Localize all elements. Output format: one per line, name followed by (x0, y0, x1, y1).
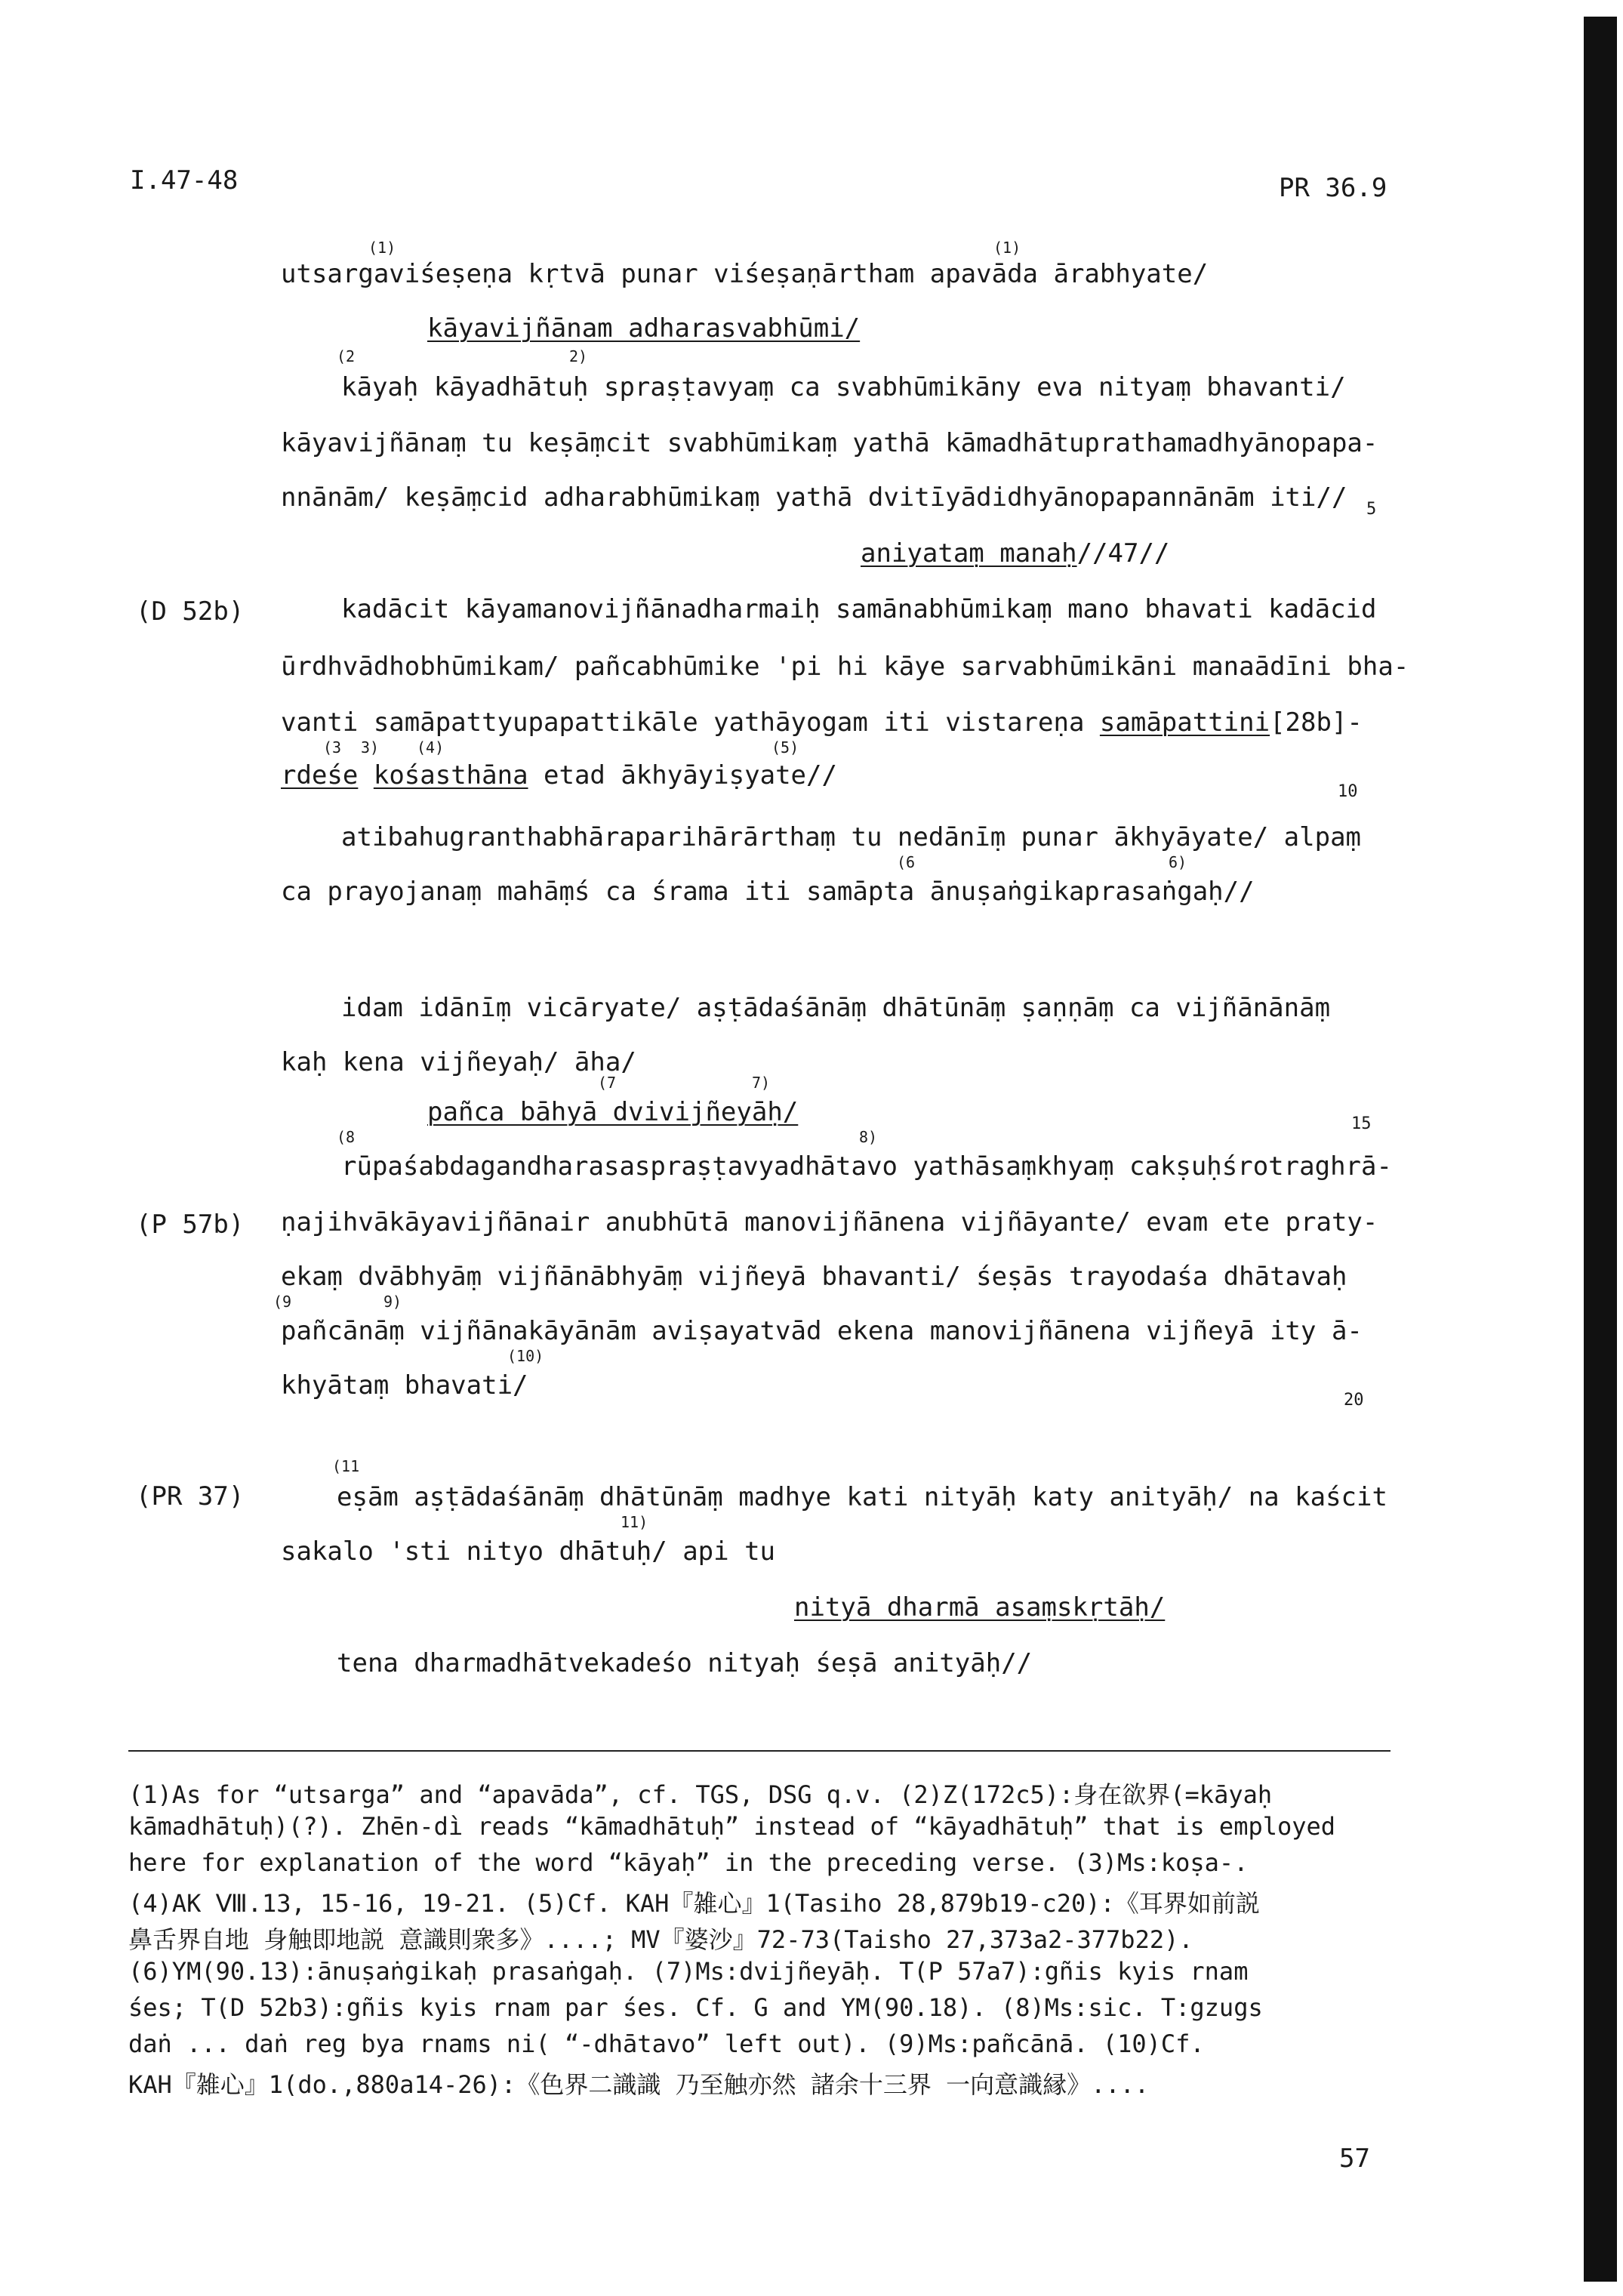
verse-47b (861, 538, 1170, 569)
footnote-line: daṅ ... daṅ reg bya rnams ni( “-dhātavo” left out). (9)Ms:pañcānā. (10)Cf. (128, 2029, 1205, 2058)
note-mark: (1) (993, 239, 1021, 257)
note-mark: 6) (1169, 853, 1187, 871)
text-line: tena dharmadhātvekadeśo nityaḥ śeṣā anityāḥ// (337, 1648, 1033, 1678)
text-line: rūpaśabdagandharasaspraṣṭavyadhātavo yathāsaṃkhyaṃ cakṣuḥśrotraghrā- (341, 1151, 1392, 1182)
scan-edge-bar (1584, 17, 1617, 2282)
text-line: eṣām aṣṭādaśānāṃ dhātūnāṃ madhye kati nityāḥ katy anityāḥ/ na kaścit (337, 1482, 1387, 1512)
text-line: khyātaṃ bhavati/ (281, 1370, 528, 1401)
note-mark: (6 (897, 853, 916, 871)
text-line: sakalo 'sti nityo dhātuḥ/ api tu (281, 1536, 776, 1567)
note-mark: (10) (507, 1347, 544, 1365)
note-mark: 2) (569, 347, 588, 365)
footnote-line: (1)As for “utsarga” and “apavāda”, cf. TGS, DSG q.v. (2)Z(172c5):身在欲界(=kāyaḥ (128, 1780, 1273, 1809)
line-number: 20 (1344, 1391, 1364, 1410)
text-segment: vanti samāpattyupapattikāle yathāyogam iti vistareṇa (281, 707, 1100, 738)
note-mark: 7) (752, 1074, 771, 1092)
text-line: kaḥ kena vijñeyaḥ/ āha/ (281, 1047, 636, 1077)
note-mark: 8) (859, 1128, 878, 1146)
header-right: PR 36.9 (1279, 173, 1387, 203)
note-mark: 3) (361, 738, 380, 757)
text-line: kadācit kāyamanovijñānadharmaiḥ samānabhūmikaṃ mano bhavati kadācid (341, 594, 1377, 624)
text-line: idam idānīṃ vicāryate/ aṣṭādaśānāṃ dhātūnāṃ ṣaṇṇāṃ ca vijñānānāṃ (341, 993, 1331, 1023)
text-segment: etad ākhyāyiṣyate// (528, 760, 837, 791)
verse-47a: kāyavijñānam adharasvabhūmi/ (427, 313, 861, 344)
footnote-line: here for explanation of the word “kāyaḥ” in the preceding verse. (3)Ms:koṣa-. (128, 1848, 1249, 1877)
verse-47b-text: aniyataṃ manaḥ (861, 538, 1077, 569)
note-mark: (9 (273, 1293, 292, 1311)
text-line: ūrdhvādhobhūmikam/ pañcabhūmike 'pi hi kāye sarvabhūmikāni manaādīni bha- (281, 652, 1409, 682)
verse-48b: nityā dharmā asaṃskṛtāḥ/ (794, 1592, 1166, 1623)
cross-reference: kośasthāna (373, 760, 528, 791)
text-line: pañcānāṃ vijñānakāyānām aviṣayatvād ekena manovijñānena vijñeyā ity ā- (281, 1316, 1363, 1346)
text-line: kāyavijñānaṃ tu keṣāṃcit svabhūmikaṃ yathā kāmadhātuprathamadhyānopapa- (281, 428, 1378, 458)
header-left: I.47-48 (130, 165, 239, 196)
text-line: ekaṃ dvābhyāṃ vijñānābhyāṃ vijñeyā bhavanti/ śeṣās trayodaśa dhātavaḥ (281, 1262, 1347, 1292)
footnote-line: (6)YM(90.13):ānuṣaṅgikaḥ prasaṅgaḥ. (7)Ms:dvijñeyāḥ. T(P 57a7):gñis kyis rnam (128, 1957, 1249, 1986)
note-mark: (3 (323, 738, 342, 757)
line-number: 10 (1338, 782, 1358, 801)
text-line: kāyaḥ kāyadhātuḥ spraṣṭavyaṃ ca svabhūmikāny eva nityaṃ bhavanti/ (341, 372, 1346, 402)
note-mark: (4) (417, 738, 445, 757)
footnote-rule (128, 1750, 1390, 1752)
text-line: atibahugranthabhāraparihārārthaṃ tu nedānīṃ punar ākhyāyate/ alpaṃ (341, 822, 1362, 852)
footnote-line: (4)AK Ⅷ.13, 15-16, 19-21. (5)Cf. KAH『雑心』1(Tasiho 28,879b19-c20):《耳界如前説 (128, 1889, 1260, 1918)
folio-mark: [28b]- (1270, 707, 1363, 738)
text-line (281, 760, 837, 791)
note-mark: (7 (598, 1074, 617, 1092)
cross-reference: samāpattini (1099, 707, 1270, 738)
text-line: nnānām/ keṣāṃcid adharabhūmikaṃ yathā dvitīyādidhyānopapannānām iti// (281, 482, 1347, 513)
footnote-line: śes; T(D 52b3):gñis kyis rnam par śes. Cf. G and YM(90.18). (8)Ms:sic. T:gzugs (128, 1993, 1263, 2022)
page-number: 57 (1339, 2143, 1370, 2174)
margin-ref-p: (P 57b) (136, 1210, 245, 1240)
margin-ref-d: (D 52b) (136, 596, 245, 627)
footnote-line: kāmadhātuḥ)(?). Zhēn-dì reads “kāmadhātuḥ” instead of “kāyadhātuḥ” that is employed (128, 1812, 1336, 1841)
text-line: ṇajihvākāyavijñānair anubhūtā manovijñānena vijñāyante/ evam ete praty- (281, 1207, 1378, 1237)
note-mark: (11 (332, 1457, 360, 1475)
verse-48a: pañca bāhyā dvivijñeyāḥ/ (427, 1097, 799, 1127)
note-mark: 11) (621, 1513, 648, 1531)
text-line: ca prayojanaṃ mahāṃś ca śrama iti samāpta ānuṣaṅgikaprasaṅgaḥ// (281, 877, 1255, 907)
note-mark: (8 (337, 1128, 356, 1146)
footnote-line: KAH『雑心』1(do.,880a14-26):《色界二識識 乃至触亦然 諸余十三界 一向意識縁》.... (128, 2070, 1150, 2099)
note-mark: (2 (337, 347, 356, 365)
text-line (281, 707, 1363, 738)
note-mark: 9) (383, 1293, 402, 1311)
verse-47b-number: //47// (1076, 538, 1170, 569)
footnote-line: 鼻舌界自地 身触即地説 意識則衆多》....; MV『婆沙』72-73(Taisho 27,373a2-377b22). (128, 1925, 1193, 1954)
line-number: 5 (1366, 500, 1377, 519)
margin-ref-pr: (PR 37) (136, 1481, 245, 1512)
line-number: 15 (1351, 1114, 1372, 1133)
note-mark: (5) (771, 738, 799, 757)
note-mark: (1) (368, 239, 396, 257)
text-line: utsargaviśeṣeṇa kṛtvā punar viśeṣaṇārtham apavāda ārabhyate/ (281, 259, 1209, 289)
cross-reference: rdeśe (281, 760, 359, 791)
